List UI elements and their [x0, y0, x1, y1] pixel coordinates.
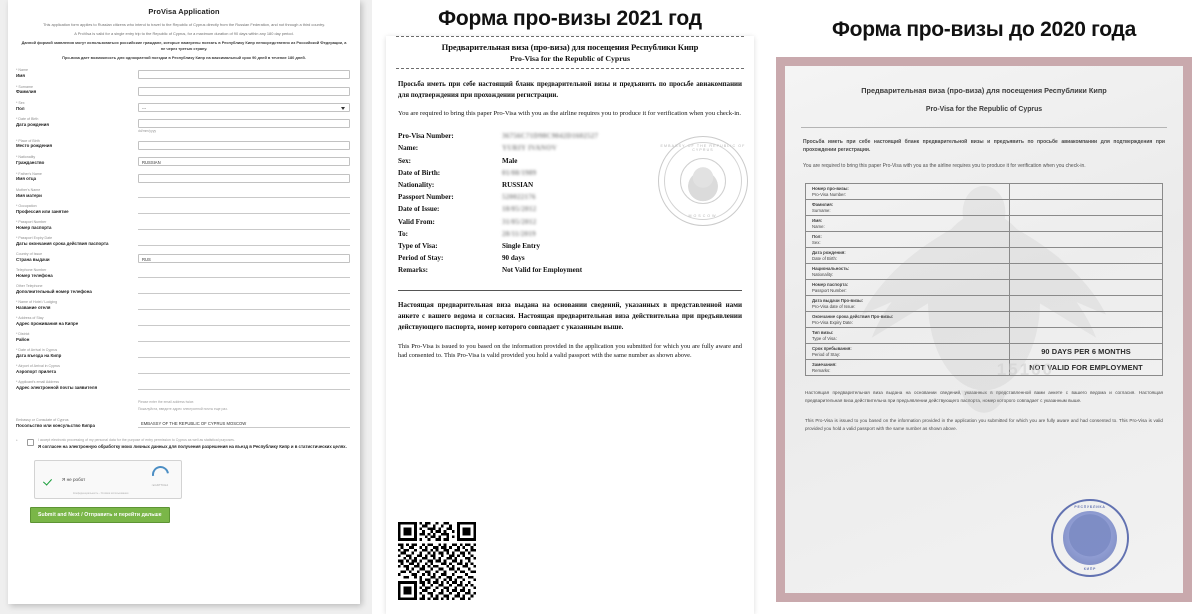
intro-en-1: This application form applies to Russian citizens who intend to travel to the Republic of Cyprus directly from the Russian Federation, and not through a third country. — [43, 22, 325, 27]
visa-footer-ru: Настоящая предварительная виза выдана на основании сведений, указанных в представленной нами анкете с вашего ведома и согласия. Настоящая предварительная виза действительна при предъявлении действующего паспорта, номер которого совпадает с указанным выше. — [398, 301, 742, 332]
visa-detail-key: To: — [398, 229, 408, 238]
old-visa-value — [1010, 280, 1162, 295]
old-visa-value — [1010, 200, 1162, 215]
old-visa-table — [805, 183, 1163, 379]
visa-requirement-en: You are required to bring this paper Pro-Visa with you as the airline requires you to produce it for verification when you check-in. — [398, 110, 741, 118]
recaptcha-brand: reCAPTCHA — [151, 483, 169, 487]
visa-detail-value: Not Valid for Employment — [502, 266, 583, 275]
field-label-en: * District — [16, 332, 30, 337]
field-control — [138, 332, 350, 342]
visa-detail-row — [398, 242, 754, 250]
old-visa-row — [806, 328, 1162, 344]
embassy-select[interactable]: EMBASSY OF THE REPUBLIC OF CYPRUS MOSCOW — [138, 420, 350, 428]
visa-detail-key: Date of Birth: — [398, 168, 441, 177]
seal-emblem — [680, 158, 726, 204]
intro-ru-2: Про-виза дает возможность для однократной поездки в Республику Кипр на максимальный срок 90 дней в течение 180 дней. — [62, 55, 306, 61]
visa-detail-value: 18/05/2012 — [502, 205, 537, 214]
visa-detail-value: 90 days — [502, 254, 525, 263]
recaptcha-swirl-icon — [148, 462, 172, 486]
form-field-row — [16, 155, 350, 166]
republic-of-cyprus-stamp-icon — [1051, 499, 1129, 577]
old-requirement-ru: Просьба иметь при себе настоящий бланк предварительной визы и предъявить по просьбе авиакомпании для подтверждения при прохождении регистрации. — [803, 139, 1165, 153]
old-visa-value: NOT VALID FOR EMPLOYMENT — [1029, 363, 1143, 373]
field-label — [16, 332, 138, 343]
field-label-ru: Дополнительный номер телефона — [16, 289, 92, 295]
visa-2021-panel — [372, 0, 768, 614]
old-visa-row — [806, 344, 1162, 360]
old-visa-value — [1010, 216, 1162, 231]
form-field-row — [16, 68, 350, 79]
qr-code-svg — [398, 522, 476, 600]
old-visa-value — [1010, 264, 1162, 279]
field-label-en: * Surname — [16, 84, 33, 89]
field-label — [16, 284, 138, 295]
consent-ru: Я согласен на электронную обработку моих личных данных для получения разрешения на въезд в Республику Кипр и в статистических целях. — [38, 444, 347, 450]
visa-detail-row — [398, 266, 754, 274]
visa-detail-key: Nationality: — [398, 181, 435, 190]
field-label — [16, 139, 138, 150]
old-visa-key: Номер про-визы: Pro-Visa Number: — [806, 184, 1010, 199]
email-note-en: Please enter the email address twice. — [138, 400, 195, 405]
old-visa-row — [806, 296, 1162, 312]
recaptcha-footer: Конфиденциальность - Условия использования — [73, 491, 129, 495]
visa-detail-value: Single Entry — [502, 241, 541, 250]
visa-detail-value: Male — [502, 156, 518, 165]
old-visa-key: Тип визы: Type of Visa: — [806, 328, 1010, 343]
visa-detail-key: Type of Visa: — [398, 241, 438, 250]
old-visa-value — [1010, 232, 1162, 247]
visa-detail-value: RUSSIAN — [502, 181, 534, 190]
field-control — [138, 188, 350, 198]
field-input[interactable] — [138, 238, 350, 246]
field-control — [138, 68, 350, 79]
form-field-row — [16, 252, 350, 263]
form-field-row — [16, 332, 350, 343]
visa-detail-value: YURIY IVANOV — [502, 144, 558, 153]
field-input[interactable] — [138, 222, 350, 230]
submit-and-next-button[interactable]: Submit and Next / Отправить и перейти дальше — [30, 507, 170, 523]
visa-detail-value: 01/08/1989 — [502, 168, 537, 177]
field-label-ru: Номер паспорта — [16, 224, 52, 230]
field-input[interactable] — [138, 350, 350, 358]
embassy-label-ru: Посольство или консульство Кипра — [16, 422, 95, 428]
field-label — [16, 188, 138, 199]
form-field-row — [16, 139, 350, 150]
field-label-ru: Гражданство — [16, 159, 45, 165]
form-field-row — [16, 300, 350, 311]
old-visa-key: Дата выдачи Про-визы: Pro-Visa date of Issue: — [806, 296, 1010, 311]
old-footer-ru: Настоящая предварительная виза выдана на основании сведений, указанных в представленной вами анкете с вашего ведома и согласия. Настоящая предварительная виза действительна при предъявлении действующего паспорта, номер которого совпадает с указанным выше. — [805, 390, 1163, 404]
form-field-row — [16, 85, 350, 96]
embassy-label-en: Embassy or Consulate of Cyprus — [16, 417, 69, 422]
old-visa-value — [1010, 248, 1162, 263]
field-control — [138, 139, 350, 150]
field-label — [16, 348, 138, 359]
old-visa-row — [806, 312, 1162, 328]
field-label — [16, 220, 138, 231]
old-visa-key: Срок пребывания: Period of Stay: — [806, 344, 1010, 359]
form-field-row — [16, 101, 350, 112]
field-label-ru: Имя отца — [16, 176, 37, 182]
old-visa-key: Имя: Name: — [806, 216, 1010, 231]
old-visa-key: Дата рождения: Date of Birth: — [806, 248, 1010, 263]
field-label-ru: Страна выдачи — [16, 256, 50, 262]
field-control — [138, 364, 350, 374]
recaptcha-widget[interactable] — [34, 460, 182, 499]
field-label-en: * Airport of Arrival in Cyprus — [16, 364, 60, 369]
field-input[interactable] — [138, 174, 350, 183]
visa-2020-frame — [776, 57, 1192, 602]
field-hint: dd/mm/yyyy — [138, 129, 157, 134]
field-label — [16, 85, 138, 96]
visa-detail-key: Date of Issue: — [398, 205, 440, 214]
field-label-en: * Applicant's email Address — [16, 380, 60, 385]
field-label — [16, 117, 138, 128]
field-control — [138, 172, 350, 183]
field-label — [16, 364, 138, 375]
field-label — [16, 204, 138, 215]
old-visa-value — [1010, 296, 1162, 311]
field-input[interactable] — [138, 87, 350, 96]
field-label-ru: Район — [16, 337, 30, 343]
visa-detail-value: 36756C71D98C9042D1602527 — [502, 132, 599, 141]
visa-2020-document — [785, 66, 1183, 593]
field-label-en: * Date of Arrival in Cyprus — [16, 348, 58, 353]
form-field-row — [16, 172, 350, 183]
seal-text-bottom: MOSCOW — [688, 214, 718, 219]
form-field-row — [16, 220, 350, 231]
field-input[interactable] — [138, 141, 350, 150]
footer-separator — [398, 290, 742, 291]
visa-requirement-ru: Просьба иметь при себе настоящий бланк предварительной визы и предъявить по просьбе авиакомпании для подтверждения при прохождении регистрации. — [398, 81, 742, 99]
form-field-row — [16, 117, 350, 133]
field-control — [138, 236, 350, 246]
email-note-block — [8, 396, 360, 428]
field-label-en: * Address of Stay — [16, 316, 44, 321]
field-label-en: * Place of Birth — [16, 138, 40, 143]
intro-ru-1: Данной формой заявления могут использоваться российские граждане, которые намерены поехать в Республику Кипр непосредственно из Российской Федерации, а не через третью страну. — [21, 40, 347, 52]
visa-2021-document — [386, 36, 754, 614]
field-control — [138, 380, 350, 390]
form-field-row — [16, 284, 350, 295]
field-label-ru: Даты окончания срока действия паспорта — [16, 240, 109, 246]
heading-2021: Форма про-визы 2021 год — [438, 7, 702, 30]
visa-details-table — [398, 132, 754, 274]
field-label-ru: Название отеля — [16, 305, 51, 311]
form-field-row — [16, 268, 350, 279]
field-input[interactable] — [138, 190, 350, 198]
field-label-ru: Дата въезда на Кипр — [16, 353, 62, 359]
field-label — [16, 268, 138, 279]
field-input[interactable] — [138, 286, 350, 294]
provisa-application-panel — [0, 0, 372, 614]
old-visa-key: Замечания: Remarks: — [806, 360, 1010, 375]
field-input[interactable]: RUS — [138, 254, 350, 263]
field-control — [138, 220, 350, 230]
field-label-ru: Номер телефона — [16, 273, 53, 279]
field-control — [138, 268, 350, 278]
field-control — [138, 300, 350, 310]
field-label-ru: Имя — [16, 72, 25, 78]
field-control — [138, 101, 350, 112]
visa-detail-value: 520022176 — [502, 193, 536, 202]
form-field-row — [16, 204, 350, 215]
application-paper — [8, 0, 360, 604]
qr-code — [398, 522, 476, 600]
field-control — [138, 284, 350, 294]
field-label-en: * Passport Number — [16, 219, 47, 224]
form-field-row — [16, 236, 350, 247]
field-label — [16, 300, 138, 311]
old-visa-value — [1010, 312, 1162, 327]
heading-2020: Форма про-визы до 2020 года — [832, 18, 1136, 41]
field-label-ru: Имя матери — [16, 192, 42, 198]
field-label-ru: Профессия или занятие — [16, 208, 69, 214]
visa-detail-key: Sex: — [398, 156, 412, 165]
field-label-en: * Date of Birth — [16, 117, 39, 122]
old-title-ru: Предварительная виза (про-виза) для посещения Республики Кипр — [861, 86, 1107, 95]
consent-row — [8, 434, 360, 451]
field-label-en: * Name of Hotel / Lodging — [16, 300, 58, 305]
old-visa-row — [806, 216, 1162, 232]
visa-title-ru: Предварительная виза (про-виза) для посещения Республики Кипр — [441, 42, 699, 52]
field-input[interactable] — [138, 366, 350, 374]
field-select[interactable]: --- — [138, 103, 350, 112]
stamp-text-top: РЕСПУБЛИКА — [1074, 505, 1106, 509]
field-label-en: * Father's Name — [16, 171, 42, 176]
visa-detail-key: Pro-Visa Number: — [398, 132, 454, 141]
old-footer-en: This Pro-Visa is issued to you based on the information provided in the application you submitted for which you are fully aware and had consented to. This Pro-Visa is valid provided you hold a valid passport with the same number as shown above. — [805, 417, 1163, 431]
field-control — [138, 117, 350, 133]
field-input[interactable] — [138, 302, 350, 310]
old-visa-row — [806, 248, 1162, 264]
old-visa-row — [806, 200, 1162, 216]
field-control — [138, 155, 350, 166]
old-divider — [801, 127, 1167, 128]
consent-en: I accept electronic processing of my personal data for the purpose of entry permission to Cyprus as well as statistical purposes. — [38, 437, 235, 442]
old-requirement-en: You are required to bring this paper Pro-Visa with you as the airline requires you to produce it for verification when you check-in. — [803, 163, 1086, 169]
field-label-en: * Occupation — [16, 203, 37, 208]
visa-detail-key: Period of Stay: — [398, 254, 444, 263]
field-label-ru: Фамилия — [16, 89, 37, 95]
old-visa-key: Номер паспорта: Passport Number: — [806, 280, 1010, 295]
field-label-en: Mother's Name — [16, 187, 41, 192]
form-field-row — [16, 316, 350, 327]
old-visa-value — [1010, 184, 1162, 199]
visa-2020-panel — [768, 0, 1200, 614]
old-visa-key: Фамилия: Surname: — [806, 200, 1010, 215]
old-visa-row — [806, 360, 1162, 375]
email-note-ru: Пожалуйста, введите адрес электронной почты еще раз. — [138, 407, 228, 412]
field-label — [16, 68, 138, 79]
visa-detail-key: Remarks: — [398, 266, 428, 275]
field-label-en: * Nationality — [16, 155, 36, 160]
field-input[interactable] — [138, 334, 350, 342]
old-visa-key: Национальность: Nationality: — [806, 264, 1010, 279]
field-input[interactable] — [138, 318, 350, 326]
field-label — [16, 172, 138, 183]
old-visa-value: 90 DAYS PER 6 MONTHS — [1041, 347, 1131, 357]
field-input[interactable] — [138, 70, 350, 79]
field-control — [138, 204, 350, 214]
visa-detail-key: Passport Number: — [398, 193, 454, 202]
field-label-en: Other Telephone — [16, 284, 43, 289]
field-input[interactable] — [138, 206, 350, 214]
field-control — [138, 348, 350, 358]
old-visa-row — [806, 184, 1162, 200]
application-field-list — [8, 64, 360, 391]
visa-footer-en: This Pro-Visa is issued to you based on the information provided in the application you submitted for which you are fully aware and had consented to. This Pro-Visa is valid provided you hold a valid passport with the same number as shown above. — [398, 342, 742, 360]
field-label-ru: Дата рождения — [16, 122, 49, 128]
visa-detail-key: Valid From: — [398, 217, 435, 226]
consent-checkbox[interactable] — [27, 439, 34, 446]
recaptcha-logo — [147, 466, 173, 487]
field-control — [138, 85, 350, 96]
stamp-text-bottom: КИПР — [1083, 567, 1097, 571]
seal-text-top: EMBASSY OF THE REPUBLIC OF CYPRUS — [660, 144, 746, 153]
consent-text — [38, 438, 347, 451]
visa-detail-value: 31/05/2012 — [502, 217, 537, 226]
visa-detail-key: Name: — [398, 144, 419, 153]
old-visa-key: Пол: Sex: — [806, 232, 1010, 247]
field-label-ru: Аэропорт прилета — [16, 369, 57, 375]
form-field-row — [16, 188, 350, 199]
intro-en-2: A ProVisa is valid for a single entry trip to the Republic of Cyprus, for a maximum duration of 90 days within any 180 day period. — [74, 31, 294, 37]
visa-title-en: Pro-Visa for the Republic of Cyprus — [509, 54, 631, 63]
divider-under-title — [396, 68, 744, 69]
old-visa-row — [806, 232, 1162, 248]
field-label-ru: Пол — [16, 105, 25, 111]
visa-detail-row — [398, 254, 754, 262]
form-field-row — [16, 348, 350, 359]
old-visa-key: Окончание срока действия Про-визы: Pro-Visa Expiry Date: — [806, 312, 1010, 327]
field-label-ru: Адрес проживания на Кипре — [16, 321, 79, 327]
field-label — [16, 252, 138, 263]
old-visa-row — [806, 280, 1162, 296]
old-visa-row — [806, 264, 1162, 280]
field-label — [16, 101, 138, 112]
field-label — [16, 316, 138, 327]
form-field-row — [16, 364, 350, 375]
field-label — [16, 155, 138, 166]
form-field-row — [16, 380, 350, 391]
required-marker: * — [16, 437, 18, 443]
field-label-en: * Name — [16, 68, 28, 73]
field-input[interactable] — [138, 382, 350, 390]
field-label-ru: Адрес электронной почты заявителя — [16, 385, 98, 391]
divider-top — [396, 36, 744, 37]
embassy-seal-icon — [658, 136, 748, 226]
field-control — [138, 316, 350, 326]
visa-detail-value: 28/11/2019 — [502, 229, 536, 238]
field-label-en: Telephone Number — [16, 268, 47, 273]
field-label-en: * Sex — [16, 101, 25, 106]
recaptcha-checkbox-checked-icon[interactable] — [44, 474, 55, 485]
visa-detail-row — [398, 230, 754, 238]
old-visa-value — [1010, 328, 1162, 343]
recaptcha-label: Я не робот — [62, 476, 86, 482]
old-title-en: Pro-Visa for the Republic of Cyprus — [925, 106, 1043, 113]
field-input[interactable]: RUSSIAN — [138, 157, 350, 166]
field-label-ru: Место рождения — [16, 143, 53, 149]
field-control — [138, 252, 350, 263]
embassy-label — [16, 418, 138, 429]
page-title: ProVisa Application — [148, 7, 220, 16]
field-label — [16, 380, 138, 391]
field-input[interactable] — [138, 270, 350, 278]
watermark-number: 15160 — [996, 360, 1054, 379]
field-input[interactable] — [138, 119, 350, 128]
field-label — [16, 236, 138, 247]
field-label-en: * Passport Expiry Date — [16, 235, 53, 240]
field-label-en: Country of Issue — [16, 251, 43, 256]
